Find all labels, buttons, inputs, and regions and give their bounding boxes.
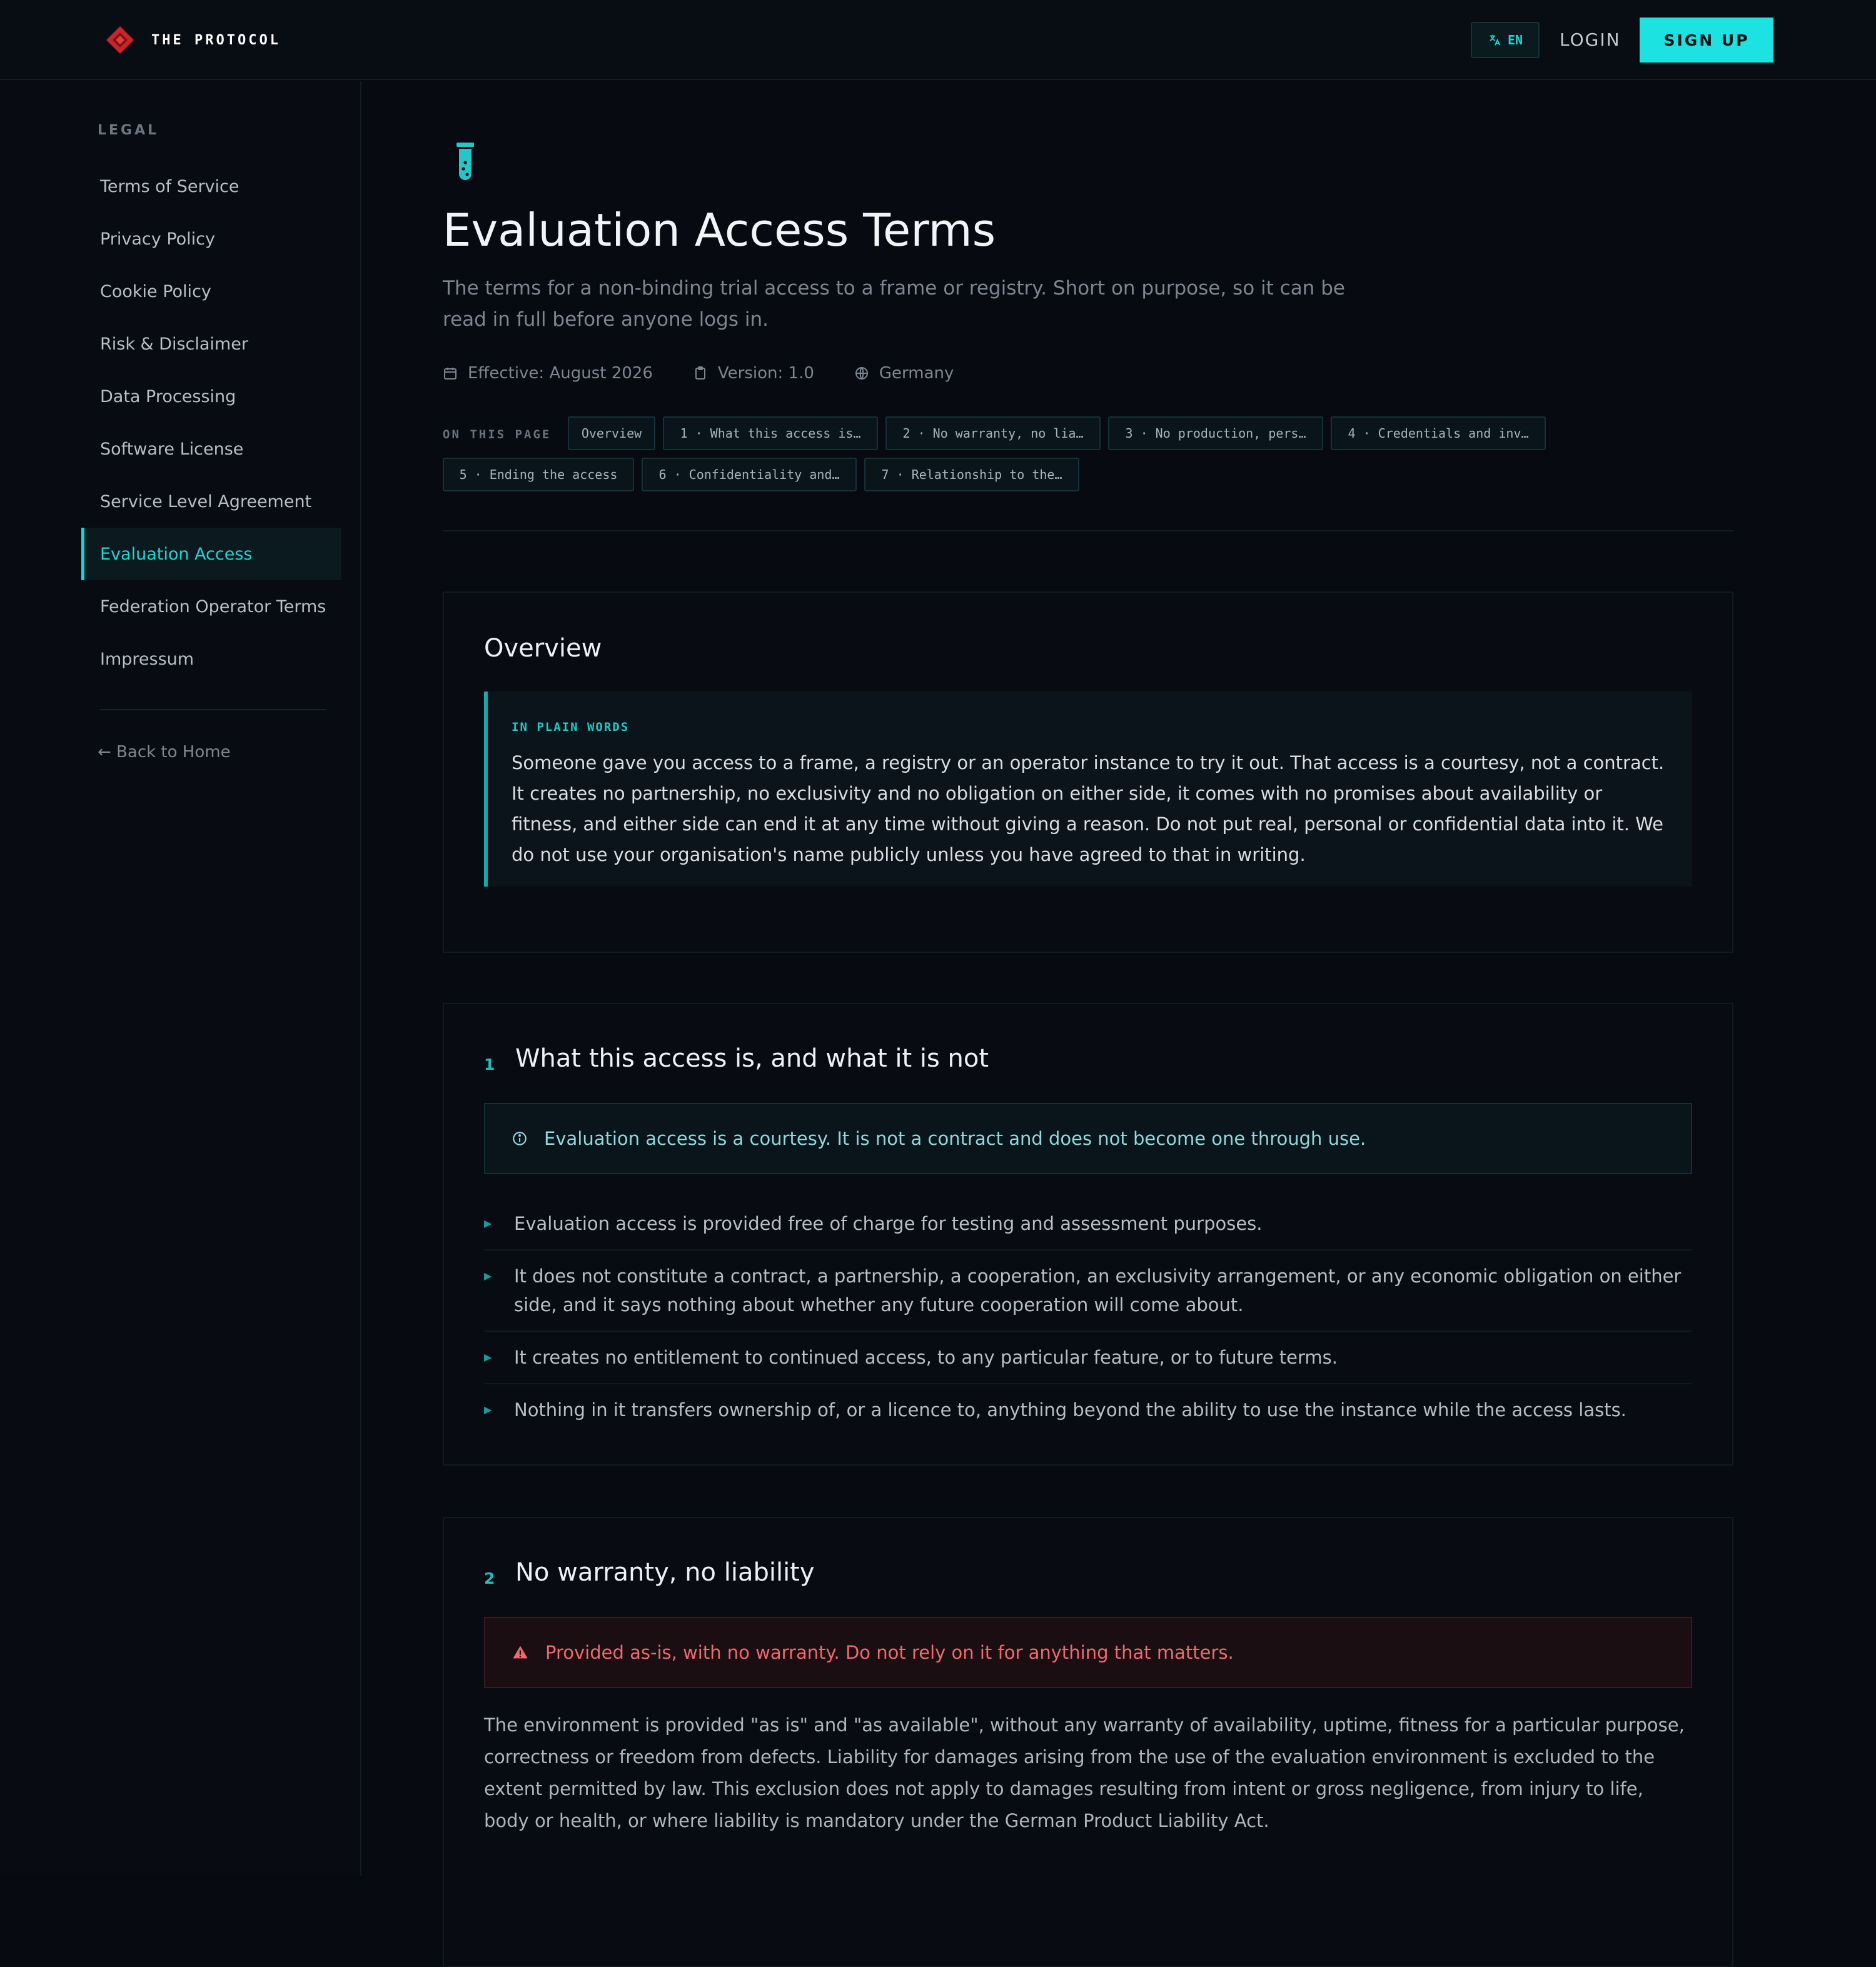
meta-version xyxy=(693,364,814,383)
meta-jurisdiction xyxy=(854,364,954,383)
page-title: Evaluation Access Terms xyxy=(443,204,996,256)
page-subtitle: The terms for a non-binding trial access to a frame or registry. Short on purpose, so it can be read in full before anyone logs in. xyxy=(443,277,1345,331)
sidebar-item-federation-operator-terms[interactable]: Federation Operator Terms xyxy=(100,596,326,616)
toc-chip-section-7[interactable]: 7 · Relationship to the… xyxy=(864,458,1079,491)
diamond-logo-icon xyxy=(105,25,135,55)
list-item-text: Evaluation access is provided free of charge for testing and assessment purposes. xyxy=(514,1213,1263,1234)
warning-callout xyxy=(484,1617,1692,1688)
section-1-list xyxy=(484,1198,1692,1436)
clipboard-icon xyxy=(693,366,708,381)
signup-button[interactable]: SIGN UP xyxy=(1640,18,1773,63)
meta-effective xyxy=(443,364,653,383)
list-item-text: It does not constitute a contract, a partnership, a cooperation, an exclusivity arrangement, or any economic obligation on either side, and it says nothing about whether any future cooperation will come about. xyxy=(514,1265,1682,1316)
list-item-text: It creates no entitlement to continued access, to any particular feature, or to future terms. xyxy=(514,1347,1338,1368)
info-callout xyxy=(484,1103,1692,1174)
sidebar-item-cookie-policy[interactable]: Cookie Policy xyxy=(100,281,211,301)
toc-chip-section-5[interactable]: 5 · Ending the access xyxy=(443,458,634,491)
list-item xyxy=(484,1250,1692,1332)
toc-chip-section-4[interactable]: 4 · Credentials and inv… xyxy=(1331,416,1546,450)
plain-words-text: Someone gave you access to a frame, a registry or an operator instance to try it out. That access is a courtesy, not a contract. It creates no partnership, no exclusivity and no obligation on either side, it comes with no promises about availability or fitness, and either side can end it at any time without giving a reason. Do not put real, personal or confidential data into it. We do not use your organisation's name publicly unless you have agreed to that in writing. xyxy=(512,752,1665,865)
triangle-bullet-icon: ▶ xyxy=(484,1351,492,1363)
toc-chip-overview[interactable]: Overview xyxy=(568,416,655,450)
meta-version-text: Version: 1.0 xyxy=(717,364,814,383)
section-number: 1 xyxy=(484,1055,495,1074)
brand-name: THE PROTOCOL xyxy=(151,32,281,48)
sidebar-item-sla[interactable]: Service Level Agreement xyxy=(100,491,312,511)
toc-chip-section-1[interactable]: 1 · What this access is… xyxy=(663,416,878,450)
page-meta xyxy=(443,364,954,383)
triangle-bullet-icon: ▶ xyxy=(484,1270,492,1282)
test-tube-icon xyxy=(454,141,477,185)
sidebar-item-risk-disclaimer[interactable]: Risk & Disclaimer xyxy=(100,334,248,354)
back-to-home-link[interactable]: ← Back to Home xyxy=(98,743,231,762)
meta-effective-text: Effective: August 2026 xyxy=(468,364,653,383)
warning-icon xyxy=(512,1644,529,1661)
sidebar-nav xyxy=(81,160,341,685)
overview-card xyxy=(443,591,1733,953)
section-title: No warranty, no liability xyxy=(515,1558,815,1587)
login-button[interactable]: LOGIN xyxy=(1560,29,1621,50)
sidebar-item-data-processing[interactable]: Data Processing xyxy=(100,386,236,406)
toc-chip-section-2[interactable]: 2 · No warranty, no lia… xyxy=(885,416,1101,450)
toc-chip-section-6[interactable]: 6 · Confidentiality and… xyxy=(642,458,857,491)
meta-jurisdiction-text: Germany xyxy=(879,364,954,383)
info-callout-text: Evaluation access is a courtesy. It is not a contract and does not become one through use. xyxy=(544,1128,1366,1149)
sidebar-item-evaluation-access[interactable]: Evaluation Access xyxy=(81,528,341,580)
sidebar-heading: LEGAL xyxy=(98,123,159,138)
plain-words-label: IN PLAIN WORDS xyxy=(512,720,630,734)
info-icon xyxy=(512,1130,528,1147)
sidebar-item-privacy-policy[interactable]: Privacy Policy xyxy=(100,229,216,249)
sidebar-divider xyxy=(100,709,326,710)
triangle-bullet-icon: ▶ xyxy=(484,1217,492,1229)
overview-title: Overview xyxy=(484,634,602,663)
toc-chip-section-3[interactable]: 3 · No production, pers… xyxy=(1108,416,1323,450)
section-2-card xyxy=(443,1517,1733,1967)
language-button[interactable] xyxy=(1471,22,1540,58)
toc-label: ON THIS PAGE xyxy=(443,428,552,441)
section-2-body: The environment is provided "as is" and "as available", without any warranty of availability, uptime, fitness for a particular purpose, correctness or freedom from defects. Liability for damages arising from the use of the evaluation environment is excluded to the extent permitted by law. This exclusion does not apply to damages resulting from intent or gross negligence, from injury to life, body or health, or where liability is mandatory under the German Product Liability Act. xyxy=(484,1714,1685,1831)
warning-callout-text: Provided as-is, with no warranty. Do not rely on it for anything that matters. xyxy=(545,1642,1234,1663)
list-item xyxy=(484,1384,1692,1436)
plain-words-box xyxy=(484,692,1692,887)
top-header xyxy=(0,0,1876,80)
section-number: 2 xyxy=(484,1569,495,1587)
sidebar-item-terms-of-service[interactable]: Terms of Service xyxy=(100,176,240,196)
triangle-bullet-icon: ▶ xyxy=(484,1404,492,1416)
content-divider xyxy=(443,530,1733,531)
list-item-text: Nothing in it transfers ownership of, or a licence to, anything beyond the ability to use the instance while the access lasts. xyxy=(514,1399,1626,1421)
language-code: EN xyxy=(1507,33,1523,48)
section-title: What this access is, and what it is not xyxy=(515,1044,989,1073)
translate-icon xyxy=(1488,33,1501,47)
list-item xyxy=(484,1198,1692,1250)
globe-icon xyxy=(854,366,869,381)
legal-sidebar xyxy=(0,81,361,1876)
sidebar-item-impressum[interactable]: Impressum xyxy=(100,649,194,669)
sidebar-item-software-license[interactable]: Software License xyxy=(100,439,244,459)
list-item xyxy=(484,1332,1692,1384)
calendar-icon xyxy=(443,366,458,381)
brand-logo[interactable] xyxy=(105,25,281,55)
section-1-card xyxy=(443,1003,1733,1466)
